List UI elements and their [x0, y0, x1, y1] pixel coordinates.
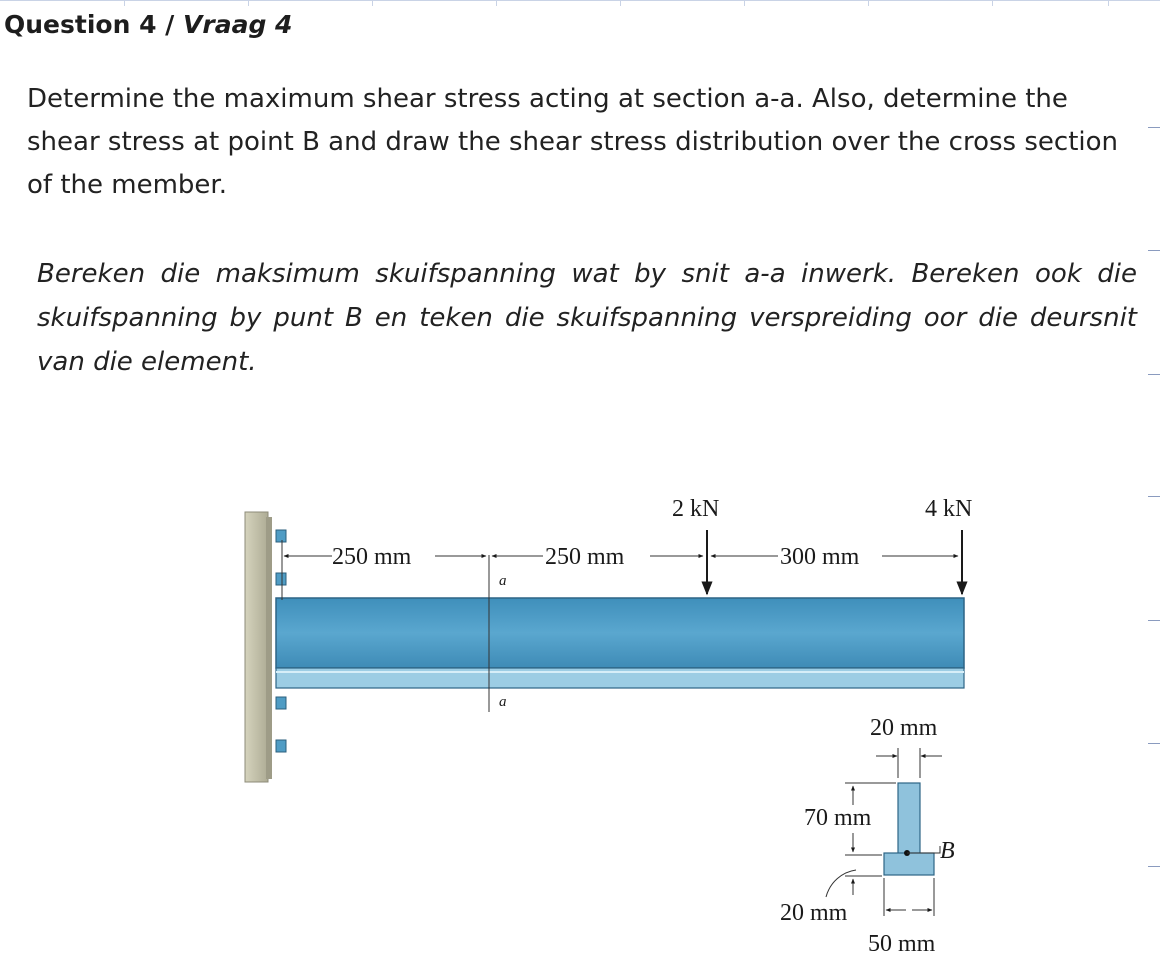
beam: [276, 598, 964, 688]
cantilever-beam-figure: [0, 470, 1160, 977]
question-title-main: Question 4 /: [4, 10, 175, 39]
span-label-1: 250 mm: [332, 544, 412, 570]
dim-base-height: 20 mm: [780, 900, 848, 926]
span-label-2: 250 mm: [545, 544, 625, 570]
load-label-1: 2 kN: [672, 496, 720, 522]
dim-base-width: 50 mm: [868, 931, 936, 957]
page-top-border: [0, 0, 1160, 5]
span-label-3: 300 mm: [780, 544, 860, 570]
point-load-1: [672, 496, 719, 594]
point-b-label: B: [940, 838, 955, 864]
section-label-bottom: a: [499, 694, 507, 710]
span-dimensions: [282, 540, 958, 600]
load-label-2: 4 kN: [925, 496, 973, 522]
section-label-top: a: [499, 573, 507, 589]
question-title: [4, 10, 292, 39]
question-title-alt: Vraag 4: [183, 10, 293, 39]
margin-marker: [1148, 374, 1160, 375]
question-prompt-afrikaans: Bereken die maksimum skuifspanning wat by snit a-a inwerk. Bereken ook die skuifspanning by punt B en teken die skuifspanning verspreiding oor die deursnit van die element.: [37, 259, 1137, 377]
dim-web-height: 70 mm: [804, 805, 872, 831]
cross-section-diagram: [780, 715, 955, 957]
dim-flange-width: 20 mm: [870, 715, 938, 741]
margin-marker: [1148, 127, 1160, 128]
margin-marker: [1148, 250, 1160, 251]
question-prompt-english: Determine the maximum shear stress acting at section a-a. Also, determine the shear stress at point B and draw the shear stress distribution over the cross section of the member.: [27, 84, 1118, 200]
point-load-2: [925, 496, 972, 594]
